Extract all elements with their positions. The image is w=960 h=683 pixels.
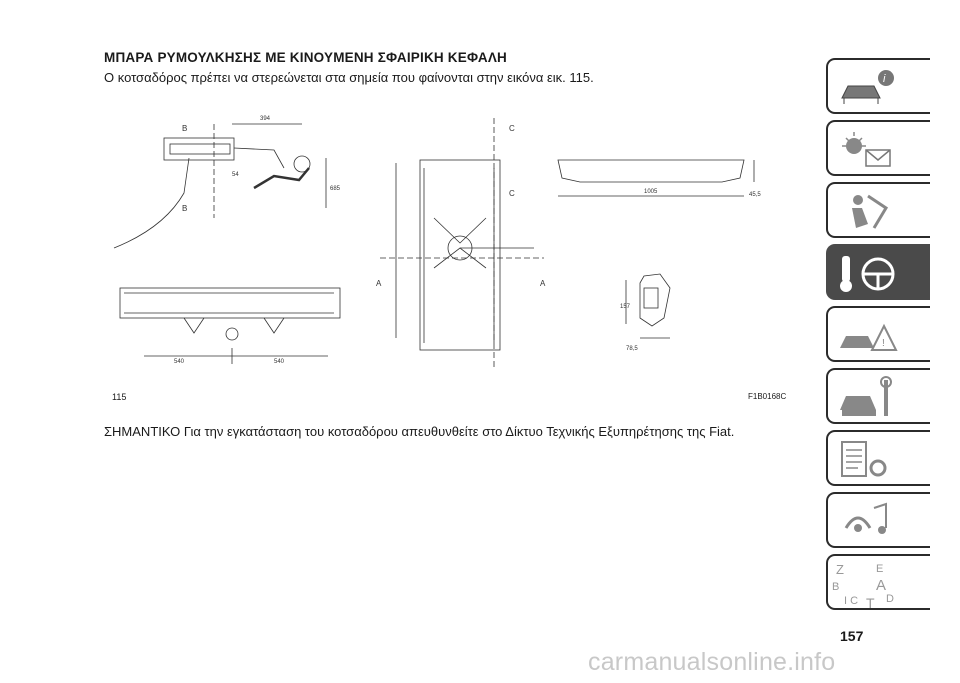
towbar-technical-drawing [104,98,792,398]
alphabet-index-icon [828,556,932,612]
tab-index[interactable] [826,554,930,610]
dim-685: 685 [330,186,341,192]
intro-text: Ο κοτσαδόρος πρέπει να στερεώνεται στα σημεία που φαίνονται στην εικόνα εικ. 115. [104,70,594,85]
tab-technical-data[interactable] [826,430,930,486]
svg-text:I C: I C [844,595,859,607]
tab-multimedia[interactable] [826,492,930,548]
dim-54: 54 [232,172,239,178]
car-maintenance-icon [828,370,932,426]
label-a-left: A [376,279,382,288]
tab-starting-driving[interactable] [826,244,930,300]
dim-45-5: 45,5 [749,192,761,198]
dim-394: 394 [260,116,271,122]
svg-text:i: i [883,73,886,85]
svg-text:!: ! [882,338,885,349]
svg-text:D: D [886,593,894,605]
svg-text:Z: Z [836,562,844,577]
section-title: ΜΠΑΡΑ ΡΥΜΟΥΛΚΗΣΗΣ ΜΕ ΚΙΝΟΥΜΕΝΗ ΣΦΑΙΡΙΚΗ ΚΕΦΑΛΗ [104,50,507,65]
svg-text:B: B [832,581,840,593]
important-note: ΣΗΜΑΝΤΙΚΟ Για την εγκατάσταση του κοτσαδόρου απευθυνθείτε στο Δίκτυο Τεχνικής Εξυπηρέτησης της Fiat. [104,424,735,439]
dim-78-5: 78,5 [626,346,638,352]
multimedia-icon [828,494,932,550]
key-steering-wheel-icon [828,246,932,302]
label-a-right: A [540,279,546,288]
accident-warning-icon [828,308,932,364]
tab-maintenance[interactable] [826,368,930,424]
specs-gear-icon [828,432,932,488]
warning-lights-icon [828,122,932,178]
dim-540-left: 540 [174,359,185,365]
svg-text:E: E [876,563,884,575]
label-b-bottom: B [182,204,188,213]
watermark: carmanualsonline.info [588,648,836,676]
label-c-mid: C [509,189,515,198]
label-c-top: C [509,124,515,133]
tab-car-info[interactable] [826,58,930,114]
airbag-person-icon [828,184,932,240]
dim-540-right: 540 [274,359,285,365]
svg-text:A: A [876,577,887,594]
car-info-icon [828,60,932,116]
label-b-top: B [182,124,188,133]
dim-1005: 1005 [644,189,658,195]
figure-code: F1B0168C [748,392,787,401]
tab-warning-lights[interactable] [826,120,930,176]
svg-text:T: T [866,595,875,611]
figure-number: 115 [112,392,127,402]
page-number: 157 [840,628,864,644]
dim-157: 157 [620,304,631,310]
tab-emergency[interactable] [826,306,930,362]
tab-safety[interactable] [826,182,930,238]
